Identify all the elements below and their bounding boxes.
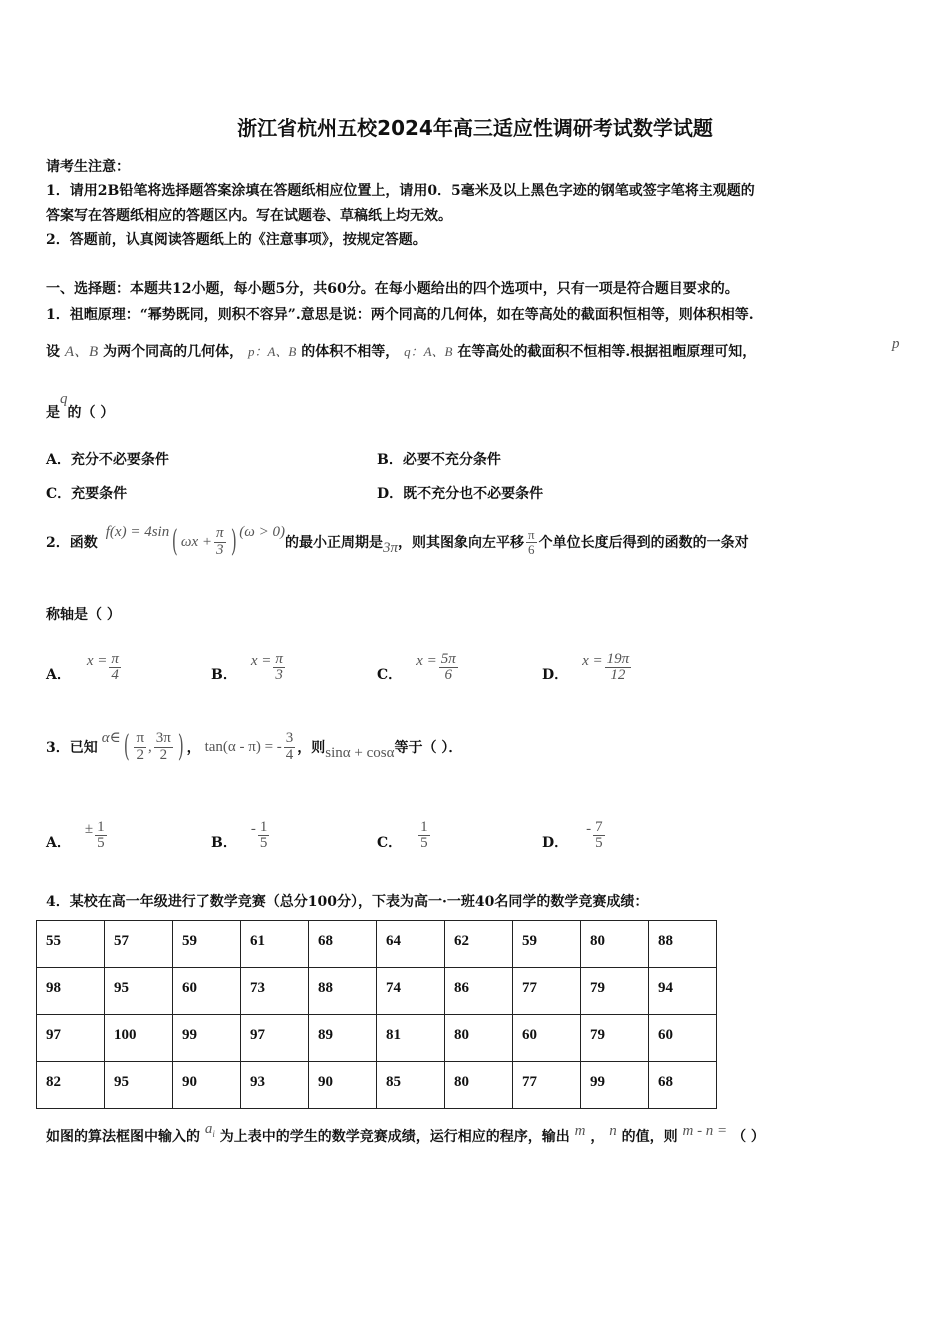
notice-heading: 请考生注意： — [46, 159, 130, 175]
table-cell: 82 — [37, 1062, 105, 1109]
q2-option-d-lhs: x = — [582, 653, 603, 669]
q3-text: 3．已知 — [46, 740, 98, 756]
table-cell: 77 — [513, 968, 581, 1015]
table-row — [37, 968, 717, 1015]
q2-period: 3π — [382, 539, 398, 556]
q2-text: ，则其图象向左平移 — [398, 535, 524, 551]
q4-intro: 4．某校在高一年级进行了数学竞赛（总分100分），下表为高一·一班40名同学的数学竞赛成绩： — [46, 894, 649, 910]
q1-text: 为两个同高的几何体， — [103, 344, 244, 360]
table-cell: 68 — [649, 1062, 717, 1109]
q2-option-d-den: 12 — [610, 667, 626, 684]
q2-option-b-lhs: x = — [250, 653, 272, 669]
q1-text: 的（ ） — [67, 405, 115, 421]
q4-text: 为上表中的学生的数学竞赛成绩，运行相应的程序，输出 — [219, 1129, 570, 1145]
table-cell: 97 — [241, 1015, 309, 1062]
q2-option-c-fraction — [439, 652, 458, 685]
q2-shift-den: 6 — [528, 541, 535, 557]
q3-option-c-num: 1 — [420, 818, 428, 835]
q3-comma: , — [148, 738, 152, 755]
q4-text: 如图的算法框图中输入的 — [46, 1129, 200, 1145]
table-row — [37, 1062, 717, 1109]
q3-option-b-fraction — [258, 820, 270, 853]
q4-question-line — [46, 1121, 765, 1147]
score-table — [36, 920, 717, 1109]
q3-tan-den: 4 — [285, 746, 294, 763]
table-cell: 80 — [581, 921, 649, 968]
table-cell: 99 — [581, 1062, 649, 1109]
q2-option-c-lhs: x = — [416, 653, 437, 669]
q2-paren-right: ) — [230, 524, 237, 559]
q3-option-c-fraction — [418, 820, 430, 853]
q3-option-a-fraction — [95, 820, 107, 853]
q4-math-expr: m - n = — [682, 1123, 728, 1139]
table-cell: 89 — [309, 1015, 377, 1062]
table-cell: 74 — [377, 968, 445, 1015]
q2-shift-num: π — [528, 526, 535, 542]
q4-text: （ ） — [732, 1129, 765, 1145]
table-cell: 94 — [649, 968, 717, 1015]
q3-fraction-2 — [154, 731, 173, 764]
q1-line-2 — [46, 340, 756, 361]
q2-shift-fraction — [526, 528, 537, 556]
q3-option-b — [211, 804, 271, 852]
q2-option-a-lhs: x = — [86, 653, 108, 669]
q2-paren-left: ( — [172, 524, 178, 559]
table-cell: 79 — [581, 1015, 649, 1062]
table-cell: 88 — [649, 921, 717, 968]
q2-text: 的最小正周期是 — [284, 535, 383, 551]
q2-fraction-pi-3 — [214, 526, 226, 559]
q3-option-a-label: A． — [46, 835, 71, 851]
table-cell: 55 — [37, 921, 105, 968]
q2-option-d-fraction — [605, 652, 632, 685]
q2-text: 个单位长度后得到的函数的一条对 — [538, 535, 749, 551]
q1-option-c: C．充要条件 — [46, 486, 128, 502]
table-cell: 93 — [241, 1062, 309, 1109]
q3-option-d-label: D． — [542, 835, 569, 851]
q3-option-d-fraction — [593, 820, 605, 853]
q1-option-b: B．必要不充分条件 — [377, 452, 501, 468]
q2-option-a-num: π — [111, 650, 119, 667]
q3-alpha: α∈ — [101, 729, 121, 746]
q1-line-3 — [46, 391, 115, 422]
table-row — [37, 1015, 717, 1062]
table-cell: 61 — [241, 921, 309, 968]
q2-option-d — [542, 640, 633, 684]
q3-tan-fraction — [284, 731, 296, 764]
q3-option-d-den: 5 — [595, 835, 603, 852]
section-heading: 一、选择题：本题共12小题，每小题5分，共60分。在每小题给出的四个选项中，只有一项是符合题目要求的。 — [46, 281, 739, 297]
q1-text: 设 — [46, 344, 60, 360]
q3-option-b-num: 1 — [259, 818, 268, 835]
q3-paren-right: ) — [177, 729, 184, 764]
q3-frac2-den: 2 — [159, 746, 168, 763]
q2-option-d-label: D． — [542, 667, 569, 683]
q2-function — [106, 524, 169, 541]
table-cell: 79 — [581, 968, 649, 1015]
q4-math-m: m — [574, 1123, 586, 1139]
q3-option-c — [377, 804, 432, 852]
q2-option-b-den: 3 — [275, 667, 283, 684]
q2-function-arg: ωx + — [180, 533, 213, 550]
q3-option-b-den: 5 — [259, 835, 268, 852]
table-cell: 68 — [309, 921, 377, 968]
q4-math-ai-sub: i — [212, 1129, 215, 1139]
q3-line — [46, 722, 462, 772]
q3-option-d-num: 7 — [595, 818, 603, 835]
q2-option-b-num: π — [275, 650, 283, 667]
q1-text: 在等高处的截面积不恒相等.根据祖暅原理可知， — [457, 344, 757, 360]
q3-fraction-1 — [134, 731, 146, 764]
q2-option-a — [46, 640, 123, 684]
table-cell: 77 — [513, 1062, 581, 1109]
q1-line-1: 1．祖暅原理：“幂势既同，则积不容异”.意思是说：两个同高的几何体，如在等高处的截面积恒相等，则体积相等. — [46, 307, 754, 323]
table-cell: 85 — [377, 1062, 445, 1109]
q3-expression: sinα + cosα — [325, 744, 395, 761]
notice-line-1: 1．请用2B铅笔将选择题答案涂填在答题纸相应位置上，请用0．5毫米及以上黑色字迹的钢笔或签字笔将主观题的 — [46, 183, 755, 199]
table-row — [37, 921, 717, 968]
table-cell: 98 — [37, 968, 105, 1015]
table-cell: 90 — [173, 1062, 241, 1109]
table-cell: 60 — [513, 1015, 581, 1062]
table-cell: 81 — [377, 1015, 445, 1062]
q1-text: 是 — [46, 405, 60, 421]
table-cell: 59 — [173, 921, 241, 968]
q3-text: ，则 — [297, 740, 326, 756]
q3-option-b-sign: - — [250, 821, 256, 837]
table-cell: 95 — [105, 1062, 173, 1109]
q4-text: 的值，则 — [621, 1129, 678, 1145]
q3-option-d — [542, 804, 607, 852]
q3-tan-expr: tan(α - π) = - — [204, 738, 282, 755]
q3-frac1-num: π — [136, 729, 145, 746]
q1-math-p-end: p — [892, 336, 900, 352]
table-cell: 57 — [105, 921, 173, 968]
table-cell: 86 — [445, 968, 513, 1015]
q1-option-a: A．充分不必要条件 — [46, 452, 169, 468]
table-cell: 97 — [37, 1015, 105, 1062]
q2-function-lhs: f(x) = 4sin — [105, 523, 170, 540]
table-cell: 60 — [649, 1015, 717, 1062]
q3-option-a — [46, 804, 109, 852]
table-cell: 73 — [241, 968, 309, 1015]
table-cell: 59 — [513, 921, 581, 968]
table-cell: 90 — [309, 1062, 377, 1109]
table-cell: 100 — [105, 1015, 173, 1062]
q2-option-a-den: 4 — [111, 667, 119, 684]
q2-line-2: 称轴是（ ） — [46, 607, 121, 623]
q3-option-a-num: 1 — [97, 818, 105, 835]
q2-frac-num: π — [216, 524, 224, 541]
table-cell: 99 — [173, 1015, 241, 1062]
q1-option-d: D．既不充分也不必要条件 — [377, 486, 544, 502]
score-table-body — [37, 921, 717, 1109]
q3-option-d-sign: - — [586, 821, 592, 837]
table-cell: 80 — [445, 1015, 513, 1062]
q2-option-c-label: C． — [377, 667, 403, 683]
table-cell: 60 — [173, 968, 241, 1015]
q3-option-a-den: 5 — [97, 835, 105, 852]
q4-math-ai-base: a — [204, 1121, 213, 1137]
q2-text: 2．函数 — [46, 535, 98, 551]
q3-frac2-num: 3π — [155, 729, 171, 746]
q3-sep: ， — [186, 740, 201, 756]
q4-comma: ， — [590, 1129, 605, 1145]
notice-line-2: 答案写在答题纸相应的答题区内。写在试题卷、草稿纸上均无效。 — [46, 208, 452, 224]
q2-line-1 — [46, 517, 749, 567]
q1-math-p: p：A、B — [247, 344, 297, 359]
table-cell: 95 — [105, 968, 173, 1015]
q1-math-ab: A、B — [64, 344, 99, 360]
q1-math-q-end: q — [60, 391, 68, 407]
q2-option-a-fraction — [109, 652, 121, 685]
q4-math-ai — [205, 1121, 215, 1137]
table-cell: 64 — [377, 921, 445, 968]
q2-option-c — [377, 640, 460, 684]
q2-option-d-num: 19π — [606, 650, 630, 667]
q2-option-b-label: B． — [211, 667, 237, 683]
table-cell: 62 — [445, 921, 513, 968]
q2-option-c-den: 6 — [444, 667, 452, 684]
q3-tan-num: 3 — [285, 729, 294, 746]
q1-math-q: q：A、B — [404, 344, 453, 359]
q2-frac-den: 3 — [216, 541, 224, 558]
table-cell: 80 — [445, 1062, 513, 1109]
q2-condition: (ω > 0) — [239, 523, 285, 540]
q3-option-c-label: C． — [377, 835, 403, 851]
q3-option-c-den: 5 — [420, 835, 428, 852]
q3-option-a-sign: ± — [84, 821, 94, 837]
q2-option-b-fraction — [273, 652, 285, 685]
table-cell: 88 — [309, 968, 377, 1015]
q3-text: 等于（ ）． — [394, 740, 463, 756]
q2-option-a-label: A． — [46, 667, 71, 683]
q3-frac1-den: 2 — [136, 746, 144, 763]
q2-option-c-num: 5π — [440, 650, 456, 667]
q2-option-b — [211, 640, 287, 684]
q3-paren-left: ( — [123, 729, 130, 764]
page-title: 浙江省杭州五校2024年高三适应性调研考试数学试题 — [237, 116, 713, 140]
q3-option-b-label: B． — [211, 835, 237, 851]
notice-line-3: 2．答题前，认真阅读答题纸上的《注意事项》，按规定答题。 — [46, 232, 427, 248]
q1-text: 的体积不相等， — [301, 344, 400, 360]
q4-math-n: n — [609, 1123, 617, 1139]
